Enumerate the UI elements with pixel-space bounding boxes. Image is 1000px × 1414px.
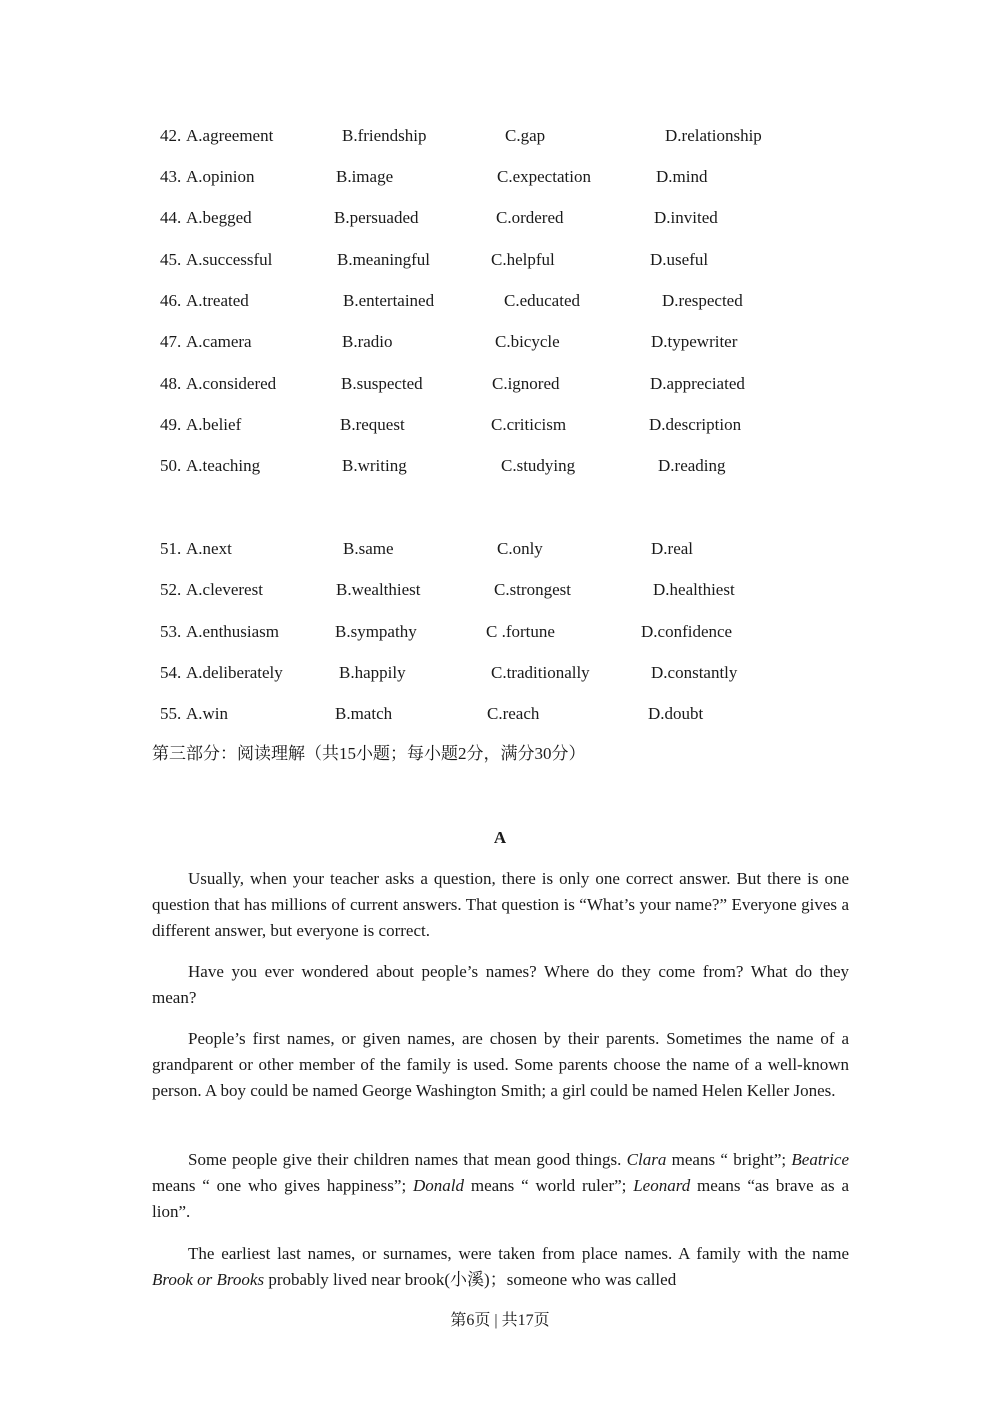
p4-name-donald: Donald: [413, 1176, 465, 1195]
p4-text-1: Some people give their children names that mean good things.: [188, 1150, 627, 1169]
option-a: A.belief: [186, 415, 242, 434]
section-title: 第三部分：阅读理解（共15小题；每小题2分，满分30分）: [152, 744, 586, 763]
p4-name-beatrice: Beatrice: [791, 1150, 849, 1169]
option-a: A.teaching: [186, 456, 261, 475]
option-b: B.request: [340, 415, 405, 434]
question-row: [0, 165, 1000, 189]
option-d: D.reading: [658, 456, 726, 475]
option-d: D.healthiest: [653, 580, 735, 599]
question-number: 50.: [160, 456, 182, 475]
p4-text-2: means “ bright”;: [666, 1150, 792, 1169]
option-d: D.mind: [656, 167, 708, 186]
option-c: C.expectation: [497, 167, 591, 186]
option-d: D.useful: [650, 250, 709, 269]
option-d: D.constantly: [651, 663, 738, 682]
option-a: A.treated: [186, 291, 249, 310]
option-a: A.next: [186, 539, 232, 558]
option-c: C.ignored: [492, 374, 560, 393]
option-c: C .fortune: [486, 622, 555, 641]
option-c: C.traditionally: [491, 663, 590, 682]
question-number: 43.: [160, 167, 182, 186]
option-a: A.agreement: [186, 126, 274, 145]
question-row: [0, 578, 1000, 602]
option-b: B.happily: [339, 663, 406, 682]
question-number: 47.: [160, 332, 182, 351]
question-row: [0, 206, 1000, 230]
question-number: 49.: [160, 415, 182, 434]
p5-name-brook: Brook or Brooks: [152, 1270, 265, 1289]
option-c: C.strongest: [494, 580, 571, 599]
p4-name-leonard: Leonard: [633, 1176, 691, 1195]
option-a: A.successful: [186, 250, 273, 269]
option-b: B.same: [343, 539, 394, 558]
option-b: B.suspected: [341, 374, 423, 393]
passage-heading: A: [493, 828, 507, 847]
question-number: 44.: [160, 208, 182, 227]
option-c: C.reach: [487, 704, 540, 723]
question-number: 54.: [160, 663, 182, 682]
passage-paragraph-4: [152, 1147, 849, 1225]
option-c: C.only: [497, 539, 543, 558]
question-number: 55.: [160, 704, 182, 723]
page-footer: 第6页 | 共17页: [450, 1312, 550, 1329]
option-b: B.meaningful: [337, 250, 431, 269]
option-b: B.sympathy: [335, 622, 417, 641]
option-a: A.camera: [186, 332, 252, 351]
question-number: 48.: [160, 374, 182, 393]
option-a: A.opinion: [186, 167, 255, 186]
option-a: A.considered: [186, 374, 277, 393]
option-d: D.description: [649, 415, 742, 434]
passage-paragraph-1: Usually, when your teacher asks a question, there is only one correct answer. But there is one question that has millions of current answers. That question is “What’s your name?” Everyone gives a different answer, but everyone is correct.: [152, 869, 849, 940]
question-number: 42.: [160, 126, 182, 145]
p4-name-clara: Clara: [626, 1150, 667, 1169]
option-b: B.writing: [342, 456, 407, 475]
option-a: A.win: [186, 704, 229, 723]
option-d: D.invited: [654, 208, 718, 227]
question-number: 45.: [160, 250, 182, 269]
option-c: C.bicycle: [495, 332, 560, 351]
option-c: C.criticism: [491, 415, 567, 434]
option-b: B.image: [336, 167, 394, 186]
passage-paragraph-5: [152, 1241, 849, 1293]
question-row: [0, 413, 1000, 437]
question-number: 52.: [160, 580, 182, 599]
option-d: D.relationship: [665, 126, 762, 145]
option-b: B.radio: [342, 332, 393, 351]
option-d: D.real: [651, 539, 694, 558]
option-c: C.ordered: [496, 208, 564, 227]
option-b: B.wealthiest: [336, 580, 421, 599]
option-d: D.confidence: [641, 622, 733, 641]
question-number: 53.: [160, 622, 182, 641]
option-a: A.deliberately: [186, 663, 283, 682]
option-d: D.doubt: [648, 704, 704, 723]
option-b: B.persuaded: [334, 208, 419, 227]
question-number: 46.: [160, 291, 182, 310]
option-a: A.cleverest: [186, 580, 263, 599]
p4-text-4: means “ world ruler”;: [464, 1176, 634, 1195]
option-a: A.enthusiasm: [186, 622, 280, 641]
option-c: C.gap: [505, 126, 546, 145]
option-d: D.appreciated: [650, 374, 745, 393]
option-c: C.educated: [504, 291, 580, 310]
question-row: [0, 702, 1000, 726]
p5-text-1: The earliest last names, or surnames, were taken from place names. A family with the name: [188, 1244, 849, 1263]
passage-paragraph-3: People’s first names, or given names, are chosen by their parents. Sometimes the name of a grandparent or other member of the family is used. Some parents choose the name of a well-known person. A boy could be named George Washington Smith; a girl could be named Helen Keller Jones.: [152, 1029, 849, 1100]
p4-text-3: means “ one who gives happiness”;: [152, 1176, 414, 1195]
question-row: [0, 454, 1000, 478]
question-row: [0, 620, 1000, 644]
option-b: B.entertained: [343, 291, 435, 310]
option-a: A.begged: [186, 208, 252, 227]
option-d: D.respected: [662, 291, 743, 310]
question-row: [0, 372, 1000, 396]
option-d: D.typewriter: [651, 332, 738, 351]
question-row: [0, 248, 1000, 272]
question-row: [0, 537, 1000, 561]
option-c: C.studying: [501, 456, 576, 475]
question-row: [0, 661, 1000, 685]
question-row: [0, 124, 1000, 148]
question-number: 51.: [160, 539, 182, 558]
p5-text-2: probably lived near brook(小溪)；someone who was called: [264, 1270, 677, 1289]
passage-paragraph-2: Have you ever wondered about people’s names? Where do they come from? What do they mean?: [152, 962, 849, 1007]
question-row: [0, 330, 1000, 354]
p4-text-5: means “as brave as a lion”.: [152, 1176, 849, 1221]
option-b: B.match: [335, 704, 393, 723]
question-row: [0, 289, 1000, 313]
option-c: C.helpful: [491, 250, 555, 269]
option-b: B.friendship: [342, 126, 427, 145]
